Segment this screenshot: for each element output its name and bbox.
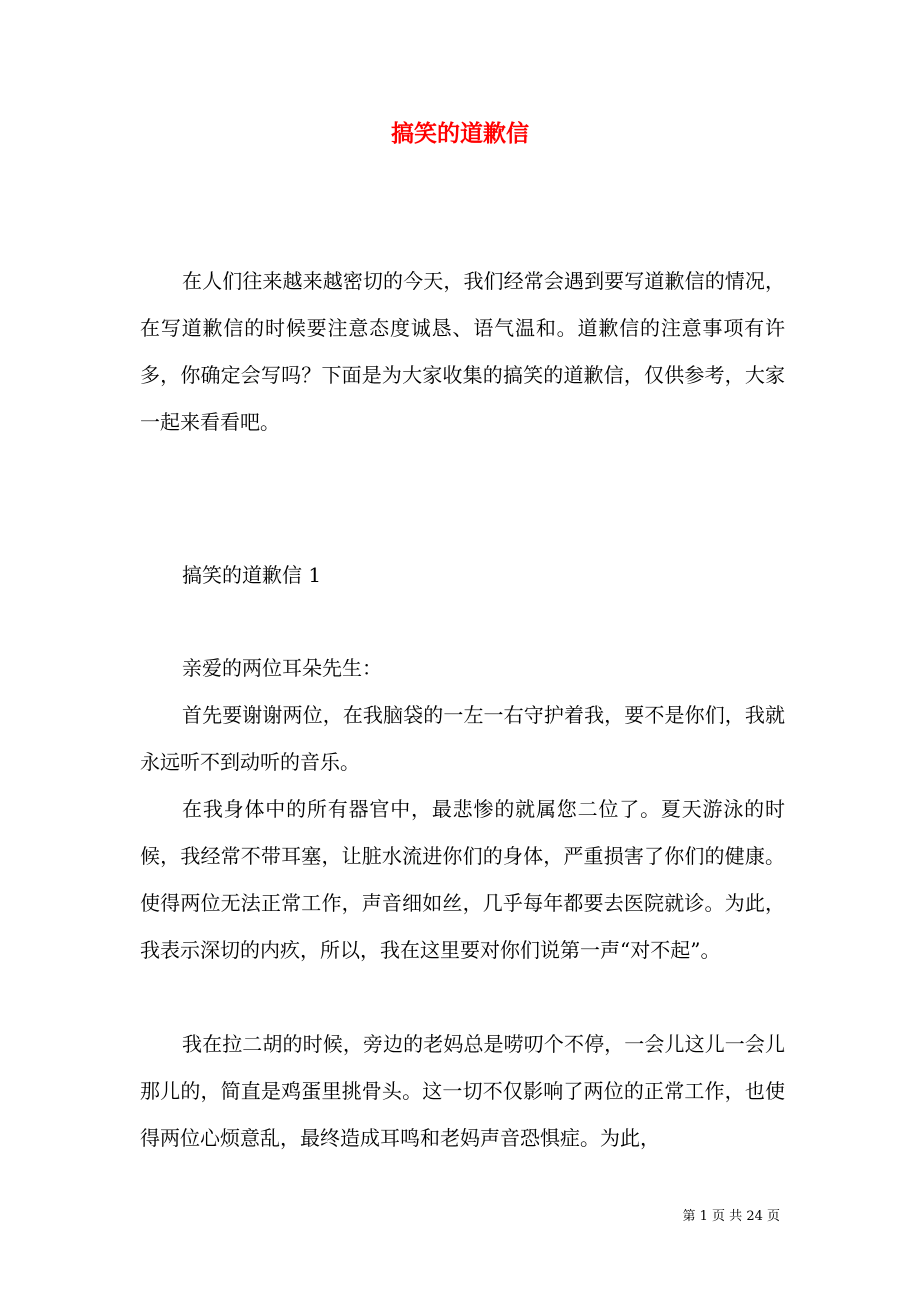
letter-salutation: 亲爱的两位耳朵先生： bbox=[182, 656, 382, 680]
letter-paragraph-3: 我在拉二胡的时候，旁边的老妈总是唠叨个不停，一会儿这儿一会儿那儿的，简直是鸡蛋里挑骨头。这一切不仅影响了两位的正常工作，也使得两位心烦意乱，最终造成耳鸣和老妈声音恐惧症。为此， bbox=[140, 1032, 785, 1150]
document-title: 搞笑的道歉信 bbox=[391, 120, 529, 147]
letter-paragraph-1: 首先要谢谢两位，在我脑袋的一左一右守护着我，要不是你们，我就永远听不到动听的音乐。 bbox=[140, 703, 785, 774]
section-heading: 搞笑的道歉信 1 bbox=[182, 563, 322, 587]
page-number: 第 1 页 共 24 页 bbox=[682, 1209, 780, 1224]
intro-paragraph: 在人们往来越来越密切的今天，我们经常会遇到要写道歉信的情况，在写道歉信的时候要注意态度诚恳、语气温和。道歉信的注意事项有许多，你确定会写吗？下面是为大家收集的搞笑的道歉信，仅供参考，大家一起来看看吧。 bbox=[140, 269, 785, 434]
letter-paragraph-2: 在我身体中的所有器官中，最悲惨的就属您二位了。夏天游泳的时候，我经常不带耳塞，让脏水流进你们的身体，严重损害了你们的健康。使得两位无法正常工作，声音细如丝，几乎每年都要去医院就诊。为此，我表示深切的内疚，所以，我在这里要对你们说第一声“对不起”。 bbox=[140, 797, 785, 962]
